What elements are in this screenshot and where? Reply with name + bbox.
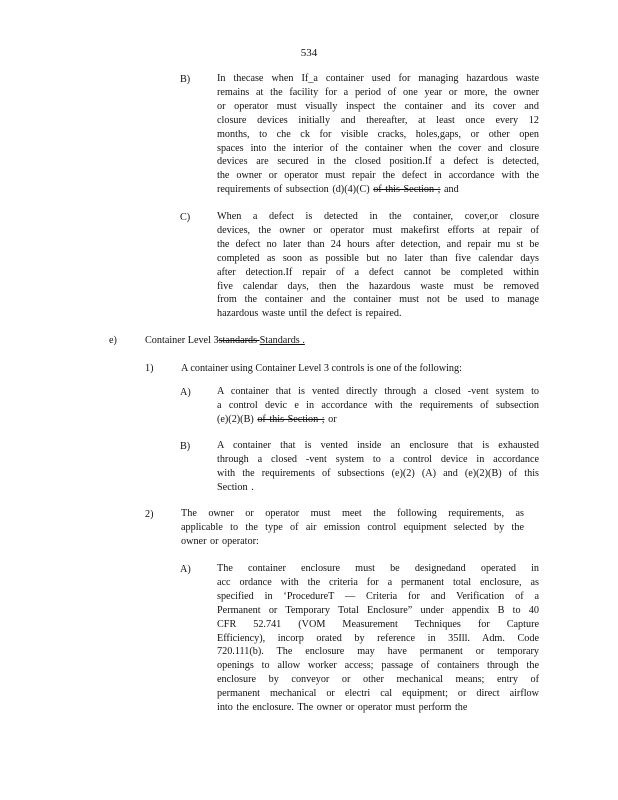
text-line <box>217 413 539 427</box>
text-line: closure devices initially and thereafter, at least once every 12 <box>217 114 539 126</box>
text-line: 720.111(b). The enclosure may have permanent or temporary <box>217 646 539 658</box>
text-line: CFR 52.741 (VOM Measurement Techniques for Capture <box>217 618 539 630</box>
text-line: A container that is vented inside an enclosure that is exhausted <box>217 440 539 451</box>
struck-text: of this Section ; <box>373 184 441 196</box>
paragraph-2-requirements <box>181 507 524 549</box>
text-line <box>217 183 539 197</box>
paragraph-b-enclosure <box>217 439 539 495</box>
text-fragment: Container Level 3 <box>145 335 219 346</box>
text-line: The container enclosure must be designedand operated in <box>217 563 539 574</box>
text-fragment: requirements of subsection (d)(4)(C) <box>217 184 374 196</box>
text-line: hazardous waste until the defect is repaired. <box>217 308 402 320</box>
paragraph-a-enclosure-design <box>217 562 539 715</box>
text-line: openings to allow worker access; passage of containers through the <box>217 660 539 672</box>
item-label-c: C) <box>180 212 191 223</box>
text-line: after detection.If repair of a defect cannot be completed within <box>217 266 539 278</box>
text-fragment: or <box>324 413 337 425</box>
text-line: five calendar days, then the hazardous waste must be removed <box>217 280 539 292</box>
text-line: specified in ‘ProcedureT — Criteria for and Verification of a <box>217 590 539 602</box>
text-line: A container that is vented directly through a closed -vent system to <box>217 386 539 397</box>
text-line: the owner or operator must repair the defect in accordance with the <box>217 170 539 182</box>
paragraph-c-repair <box>217 210 539 321</box>
text-line: owner or operator: <box>181 535 259 547</box>
text-line: completed as soon as possible but no later than five calendar days <box>217 252 539 264</box>
text-line: Section . <box>217 481 254 493</box>
paragraph-a-closed-vent <box>217 385 539 427</box>
text-line: applicable to the type of air emission control equipment selected by the <box>181 521 524 533</box>
text-line: remains at the facility for a period of one year or more, the owner <box>217 86 539 98</box>
text-line: from the container and the container must not be used to manage <box>217 294 539 306</box>
text-line: permanent mechanical or electri cal equipment; or direct airflow <box>217 688 539 700</box>
item-label-a: A) <box>180 387 191 398</box>
text-line: acc ordance with the criteria for a permanent total enclosure, as <box>217 576 539 588</box>
item-label-b: B) <box>180 74 191 85</box>
item-label-a-enclosure-design: A) <box>180 564 191 575</box>
text-line: Permanent or Temporary Total Enclosure” under appendix B to 40 <box>217 604 539 616</box>
text-line: The owner or operator must meet the following requirements, as <box>181 508 524 519</box>
text-line: a control devic e in accordance with the requirements of subsection <box>217 399 539 411</box>
text-line: devices are secured in the closed position.If a defect is detected, <box>217 156 539 168</box>
paragraph-1-level-3-controls: A container using Container Level 3 controls is one of the following: <box>181 363 462 374</box>
text-line: or operator must visually inspect the container and its cover and <box>217 100 539 112</box>
text-fragment: and <box>440 184 459 196</box>
text-line: the defect no later than 24 hours after detection, and repair mu st be <box>217 238 539 250</box>
text-line: enclosure by conveyor or other mechanical means; entry of <box>217 674 539 686</box>
item-label-1: 1) <box>145 363 154 374</box>
struck-text: of this Section ; <box>257 413 325 425</box>
paragraph-b-inspection <box>217 72 539 197</box>
text-line: When a defect is detected in the container, cover,or closure <box>217 211 539 222</box>
item-label-e: e) <box>109 335 117 346</box>
page-number: 534 <box>300 47 318 59</box>
section-heading-container-level-3 <box>145 334 305 347</box>
text-line: Efficiency), incorp orated by reference in 35Ill. Adm. Code <box>217 632 539 644</box>
text-line: through a closed -vent system to a control device in accordance <box>217 453 539 465</box>
text-line: devices, the owner or operator must makefirst efforts at repair of <box>217 224 539 236</box>
text-fragment: (e)(2)(B) <box>217 413 258 425</box>
text-line: with the requirements of subsections (e)(2) (A) and (e)(2)(B) of this <box>217 467 539 479</box>
item-label-2: 2) <box>145 509 154 520</box>
text-line: into the enclosure. The owner or operator must perform the <box>217 702 468 714</box>
item-label-b-enclosure: B) <box>180 441 191 452</box>
text-line: months, to che ck for visible cracks, holes,gaps, or other open <box>217 128 539 140</box>
text-line: In thecase when If_a container used for managing hazardous waste <box>217 73 539 84</box>
inserted-text: Standards . <box>259 335 305 346</box>
text-line: spaces into the interior of the container when the cover and closure <box>217 142 539 154</box>
struck-text: standards <box>218 335 260 346</box>
